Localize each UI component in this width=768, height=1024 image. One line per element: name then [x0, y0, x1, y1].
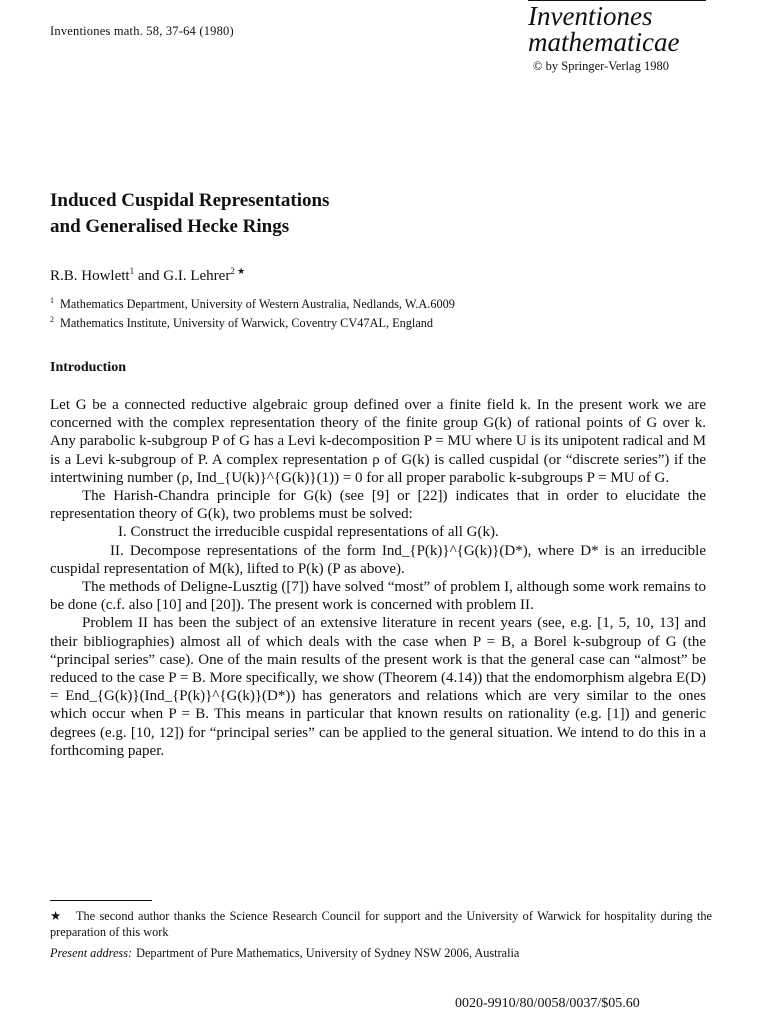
author-separator: and — [134, 268, 164, 284]
footnote — [50, 908, 712, 940]
present-address — [50, 946, 519, 961]
article-code: 0020-9910/80/0058/0037/$05.60 — [455, 996, 640, 1011]
copyright-notice: © by Springer-Verlag 1980 — [533, 59, 669, 73]
footnote-text: The second author thanks the Science Research Council for support and the University of Warwick for hospitality during the preparation of this work — [50, 909, 712, 939]
affiliation-1-text: Mathematics Department, University of Western Australia, Nedlands, W.A.6009 — [60, 297, 455, 312]
body-text — [50, 396, 706, 760]
journal-masthead — [528, 0, 706, 74]
affiliations — [50, 293, 455, 331]
paper-title — [50, 188, 329, 240]
affiliation-1-mark: 1 — [50, 296, 54, 305]
affiliation-2-text: Mathematics Institute, University of Warwick, Coventry CV47AL, England — [60, 316, 434, 331]
footnote-rule — [50, 900, 152, 901]
author-1: R.B. Howlett — [50, 268, 130, 284]
affiliation-2 — [50, 312, 455, 331]
journal-name-line2: mathematicae — [528, 27, 680, 57]
footnote-star: ★ — [50, 909, 62, 923]
author-1-affil-mark: 1 — [129, 266, 135, 276]
journal-name-line1: Inventiones — [528, 1, 653, 31]
affiliation-1 — [50, 293, 455, 312]
list-item-1: I. Construct the irreducible cuspidal representations of all G(k). — [118, 524, 499, 541]
section-heading: Introduction — [50, 360, 126, 375]
list-item-2: II. Decompose representations of the form Ind_{P(k)}^{G(k)}(D*), where D* is an irreducible cuspidal representation of M(k), lifted to P(k) (P as above). — [50, 542, 706, 577]
paragraph-4: Problem II has been the subject of an extensive literature in recent years (see, e.g. [1, 5, 10, 13] and their bibliographies) almost all of which deals with the case when P = B, a Borel k-subgroup of G (the “principal series” case). One of the main results of the present work is that the general case can “almost” be reduced to the case P = B. More specifically, we show (Theorem (4.14)) that the endomorphism algebra E(D) = End_{G(k)}(Ind_{P(k)}^{G(k)}(D*)) has generators and relations which are very similar to the ones which occur when P = B. This means in particular that known results on rationality (e.g. [1]) and generic degrees (e.g. [10, 12]) for “principal series” can be applied to the general situation. We intend to do this in a forthcoming paper. — [50, 615, 706, 759]
title-line2: and Generalised Hecke Rings — [50, 216, 290, 237]
author-list — [50, 266, 245, 285]
present-address-text: Department of Pure Mathematics, University of Sydney NSW 2006, Australia — [136, 946, 520, 960]
journal-citation: Inventiones math. 58, 37-64 (1980) — [50, 24, 234, 38]
author-2: G.I. Lehrer — [163, 268, 231, 284]
paragraph-1: Let G be a connected reductive algebraic group defined over a finite field k. In the present work we are concerned with the complex representation theory of the finite group G(k) of rational points of G over k. Any parabolic k-subgroup P of G has a Levi k-decomposition P = MU where U is its unipotent radical and M is a Levi k-subgroup of P. A complex representation ρ of G(k) is called cuspidal (or “discrete series”) if the intertwining number (ρ, Ind_{U(k)}^{G(k)}(1)) = 0 for all proper parabolic k-subgroups P = MU of G. — [50, 397, 706, 486]
paragraph-3: The methods of Deligne-Lusztig ([7]) have solved “most” of problem I, although some work remains to be done (c.f. also [10] and [20]). The present work is concerned with problem II. — [50, 579, 706, 614]
paragraph-2: The Harish-Chandra principle for G(k) (see [9] or [22]) indicates that in order to elucidate the representation theory of G(k), two problems must be solved: — [50, 488, 706, 523]
title-line1: Induced Cuspidal Representations — [50, 190, 330, 211]
present-address-label: Present address: — [50, 946, 133, 960]
author-2-affil-mark: 2 ★ — [230, 266, 246, 276]
affiliation-2-mark: 2 — [50, 315, 54, 325]
